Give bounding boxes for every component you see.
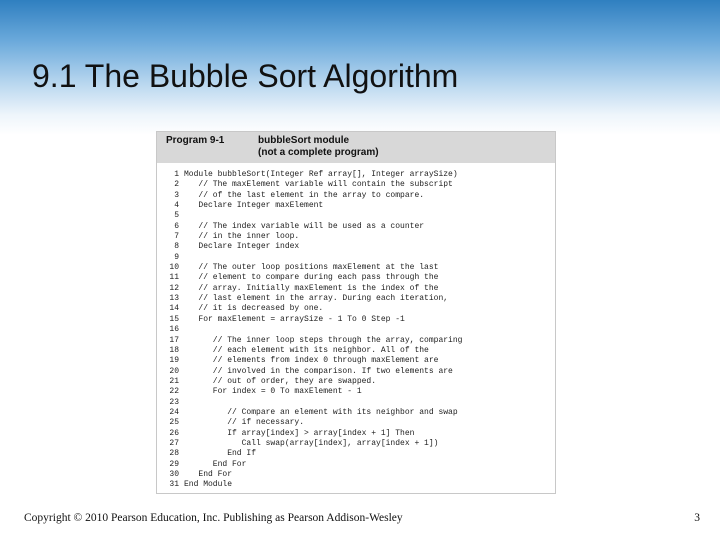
code-text: Declare Integer maxElement [184, 201, 324, 211]
code-line [163, 336, 553, 346]
code-text: // each element with its neighbor. All of the [184, 345, 429, 355]
code-line [163, 263, 553, 273]
code-text: End If [184, 449, 257, 459]
code-area [163, 170, 553, 491]
line-number: 29 [169, 459, 179, 469]
code-text: End Module [184, 480, 233, 490]
code-line [163, 211, 553, 221]
code-line [163, 470, 553, 480]
code-line [163, 439, 553, 449]
code-line [163, 408, 553, 418]
code-text: // Compare an element with its neighbor and swap [184, 407, 458, 417]
line-number: 25 [169, 418, 179, 428]
line-number: 19 [169, 356, 179, 366]
code-line [163, 429, 553, 439]
code-text: Module bubbleSort(Integer Ref array[], Integer arraySize) [184, 170, 458, 179]
line-number: 28 [169, 449, 179, 459]
program-caption [258, 135, 538, 159]
code-line [163, 201, 553, 211]
line-number: 14 [169, 304, 179, 314]
code-text: // last element in the array. During each iteration, [184, 294, 449, 304]
program-caption-line2: (not a complete program) [258, 147, 379, 158]
code-line [163, 242, 553, 252]
code-line [163, 449, 553, 459]
code-line [163, 346, 553, 356]
line-number: 26 [169, 428, 179, 438]
code-text: For maxElement = arraySize - 1 To 0 Step -1 [184, 314, 405, 324]
code-text: // array. Initially maxElement is the index of the [184, 283, 439, 293]
code-line [163, 284, 553, 294]
code-text: // elements from index 0 through maxElement are [184, 356, 439, 366]
code-line [163, 273, 553, 283]
code-line [163, 170, 553, 180]
line-number: 24 [169, 407, 179, 417]
line-number: 20 [169, 366, 179, 376]
line-number: 2 [174, 180, 179, 190]
code-text: // of the last element in the array to compare. [184, 190, 425, 200]
code-line [163, 222, 553, 232]
line-number: 9 [174, 252, 179, 262]
line-number: 8 [174, 242, 179, 252]
code-line [163, 180, 553, 190]
code-line [163, 191, 553, 201]
code-line [163, 460, 553, 470]
program-listing [156, 131, 556, 494]
code-line [163, 398, 553, 408]
code-line [163, 325, 553, 335]
line-number: 7 [174, 232, 179, 242]
program-header [157, 132, 555, 163]
line-number: 11 [169, 273, 179, 283]
code-line [163, 377, 553, 387]
line-number: 12 [169, 283, 179, 293]
code-text: // The index variable will be used as a counter [184, 221, 425, 231]
code-text: // out of order, they are swapped. [184, 376, 377, 386]
code-text: // it is decreased by one. [184, 304, 324, 314]
code-text: // in the inner loop. [184, 232, 300, 242]
code-line [163, 315, 553, 325]
line-number: 13 [169, 294, 179, 304]
code-text: If array[index] > array[index + 1] Then [184, 428, 415, 438]
line-number: 21 [169, 376, 179, 386]
line-number: 5 [174, 211, 179, 221]
code-text: // if necessary. [184, 418, 305, 428]
code-line [163, 418, 553, 428]
line-number: 4 [174, 201, 179, 211]
line-number: 22 [169, 387, 179, 397]
line-number: 1 [174, 170, 179, 179]
program-label: Program 9-1 [166, 135, 225, 146]
line-number: 6 [174, 221, 179, 231]
code-text: // The inner loop steps through the array, comparing [184, 335, 463, 345]
copyright-footer: Copyright © 2010 Pearson Education, Inc. Publishing as Pearson Addison-Wesley [24, 512, 403, 524]
line-number: 17 [169, 335, 179, 345]
code-text: // element to compare during each pass through the [184, 273, 439, 283]
code-text: End For [184, 469, 233, 479]
code-text: Call swap(array[index], array[index + 1]) [184, 438, 439, 448]
code-text: // The outer loop positions maxElement at the last [184, 263, 439, 273]
code-line [163, 253, 553, 263]
line-number: 31 [169, 480, 179, 490]
code-text: // involved in the comparison. If two elements are [184, 366, 453, 376]
program-caption-line1: bubbleSort module [258, 135, 350, 146]
page-number: 3 [694, 512, 700, 524]
code-text: // The maxElement variable will contain the subscript [184, 180, 453, 190]
code-line [163, 304, 553, 314]
code-line [163, 387, 553, 397]
code-text: For index = 0 To maxElement - 1 [184, 387, 362, 397]
line-number: 10 [169, 263, 179, 273]
code-text: Declare Integer index [184, 242, 300, 252]
line-number: 15 [169, 314, 179, 324]
line-number: 16 [169, 325, 179, 335]
code-line [163, 356, 553, 366]
code-line [163, 294, 553, 304]
code-line [163, 367, 553, 377]
code-line [163, 232, 553, 242]
line-number: 23 [169, 397, 179, 407]
code-line [163, 480, 553, 490]
line-number: 27 [169, 438, 179, 448]
code-text: End For [184, 459, 247, 469]
line-number: 3 [174, 190, 179, 200]
line-number: 18 [169, 345, 179, 355]
slide-title: 9.1 The Bubble Sort Algorithm [32, 58, 459, 94]
line-number: 30 [169, 469, 179, 479]
